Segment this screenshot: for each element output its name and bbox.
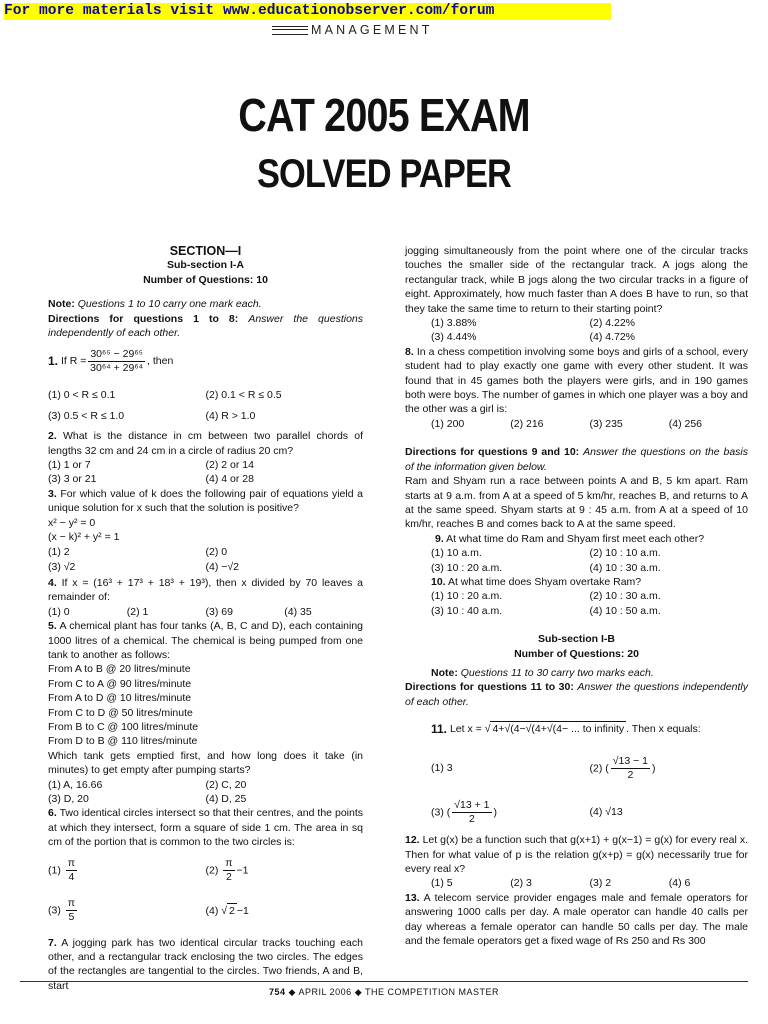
diamond-icon: ◆ bbox=[354, 987, 363, 997]
q6-options-b: (3) $\frac{\pi}{5}$ (4) √ 2 −1 bbox=[48, 897, 249, 924]
page-footer bbox=[0, 987, 768, 998]
q12-options: (1) 5 (2) 3 (3) 2 (4) 6 bbox=[431, 877, 691, 890]
directions: Directions for questions 1 to 8: Answer the questions independently of each other. bbox=[48, 312, 364, 340]
q6-options-a: (1) $\frac{\pi}{4}$ (2) $\frac{\pi}{2}$ −1 bbox=[48, 857, 249, 884]
directions-9-10: Directions for questions 9 and 10: Answer the questions on the basis of the information given below. bbox=[405, 446, 748, 473]
promo-banner[interactable]: For more materials visit www.educationobserver.com/forum bbox=[4, 3, 611, 20]
q8-options: (1) 200 (2) 216 (3) 235 (4) 256 bbox=[431, 417, 703, 430]
q3-options: (1) 2 (2) 0 bbox=[48, 545, 228, 558]
flow-item: From C to D @ 50 litres/minute bbox=[48, 706, 193, 719]
issue-date: APRIL 2006 bbox=[298, 987, 352, 997]
question-9: 9. At what time do Ram and Shyam first meet each other? bbox=[435, 532, 705, 545]
flow-item: From B to C @ 100 litres/minute bbox=[48, 720, 199, 733]
question-8: 8. In a chess competition involving some boys and girls of a school, every student had to play exactly one game with every other student. It was found that in 45 games both the players were girls, and in 190 games both were boys. The number of games in which one player was a boy and the other was a girl is: bbox=[405, 345, 749, 416]
question-11: 11. Let x = √ 4+√(4−√(4+√(4− ... to infinity . Then x equals: bbox=[431, 721, 701, 736]
q1-options-a bbox=[48, 388, 363, 402]
footer-rule bbox=[20, 981, 748, 982]
q2-options: (1) 1 or 7 (2) 2 or 14 bbox=[48, 459, 254, 472]
fraction: $\frac{\text{30⁶⁵ − 29⁶⁵}}{\text{30⁶⁴ + 29⁶⁴}}$ bbox=[90, 347, 144, 374]
q10-options: (1) 10 : 20 a.m. (2) 10 : 30 a.m. bbox=[431, 590, 661, 603]
note: Note: Questions 1 to 10 carry one mark each. bbox=[48, 298, 262, 311]
q11-options-b: (3) ( $\frac{√13 + 1}{2}$ ) (4) √13 bbox=[431, 798, 623, 825]
q4-options: (1) 0 (2) 1 (3) 69 (4) 35 bbox=[48, 605, 312, 618]
question-3: 3. For which value of k does the following pair of equations yield a unique solution for x such that the solution is positive? bbox=[48, 487, 363, 515]
option[interactable]: (2) 0.1 < R ≤ 0.5 bbox=[205, 389, 282, 402]
question-4: 4. If x = (16³ + 17³ + 18³ + 19³), then x divided by 70 leaves a remainder of: bbox=[48, 576, 363, 604]
question-2: 2. What is the distance in cm between two parallel chords of lengths 32 cm and 24 cm in a circle of radius 20 cm? bbox=[48, 430, 363, 457]
q9-options: (1) 10 a.m. (2) 10 : 10 a.m. bbox=[431, 547, 661, 560]
question-7: 7. A jogging park has two identical circular tracks touching each other, and a rectangular track enclosing the two circles. The edges of the rectangles are tangential to the circles. Two friends, A and B, start bbox=[48, 936, 363, 992]
question-7-cont: jogging simultaneously from the point where one of the circular tracks touches the smaller side of the rectangular track. A jogs along the rectangular track, while B jogs along the two circular tracks in a figure of eight. Approximately, how much faster than A does B have to run, so that they take the same time to return to their starting point? bbox=[405, 245, 748, 315]
directions: Directions for questions 11 to 30: Answer the questions independently of each other. bbox=[405, 681, 749, 708]
question-5: 5. A chemical plant has four tanks (A, B, C and D), each containing 1000 litres of a chemical. The chemical is being pumped from one tank to another as follows: bbox=[48, 620, 363, 661]
passage: Ram and Shyam run a race between points A and B, 5 km apart. Ram starts at 9 a.m. from A at a speed of 5 km/hr, reaches B, and returns to A at the same speed. Shyam starts at 9 : 45 a.m. from A at a speed of 10 km/hr, reaches B and comes back to A at the same speed. bbox=[405, 475, 748, 531]
exam-title: CAT 2005 EXAM bbox=[238, 89, 530, 141]
section-heading: SECTION—I bbox=[169, 244, 242, 258]
flow-item: From A to B @ 20 litres/minute bbox=[48, 663, 191, 676]
brand-label: MANAGEMENT bbox=[311, 23, 433, 37]
brand-header bbox=[272, 22, 458, 38]
question-count: Number of Questions: 10 bbox=[143, 273, 268, 286]
right-column: jogging simultaneously from the point where one of the circular tracks touches the smaller side of the rectangular track. A jogs along the rectangular track, while B jogs along the two circular tracks in a figure of eight. Approximately, how much faster than A does B have to run, so that they take the same time to return to their starting point? (1) 3.88% (2) 4.22% (3) 4.44% (4) 4.72% 8. In a chess competition involving some boys and girls of a school, every student had to play exactly one game with every other student. It was found that in 45 games both the players were girls, and in 190 games both were boys. The number of games in which one player was a boy and the other was a girl is: (1) 200 (2) 216 (3) 235 (4) 256 Directions for questions 9 and 10: Answer the questions on the basis of the information given below. Ram and Shyam run a race between points A and B, 5 km apart. Ram starts at 9 a.m. from A at a speed of 5 km/hr, reaches B, and returns to A at the same speed. Shyam starts at 9 : 45 a.m. from A at a speed of 10 km/hr, reaches B and comes back to A at the same speed. 9. At what time do Ram and Shyam first meet each other? (1) 10 a.m. (2) 10 : 10 a.m. (3) 10 : 20 a.m. (4) 10 : 30 a.m. 10. At what time does Shyam overtake Ram? (1) 10 : 20 a.m. (2) 10 : 30 a.m. (3) 10 : 40 a.m. (4) 10 : 50 a.m. Sub-section I-B Number of Questions: 20 Note: Questions 11 to 30 carry two marks each. Directions for questions 11 to 30: Answer the questions independently of each other. 11. Let x = √ 4+√(4−√(4+√(4− ... to infinity . Then x equals: (1) 3 (2) ( $\frac{√13 - 1}{2}$ ) (3) ( $\frac{√13 + 1}{2}$ ) (4) √13 12. Let g(x) be a function such that g(x+1) + g(x−1) = g(x) for every real x. Then for what value of p is the relation g(x+p) = g(x) necessarily true for every real x? (1) 5 (2) 3 (3) 2 (4) 6 13. A telecom service provider engages male and female operators for answering 1000 calls per day. A male operator can handle 40 calls per day whereas a female operator can handle 50 calls per day. The male and the female operators get a fixed wage of Rs 250 and Rs 300 bbox=[405, 245, 749, 948]
left-column: SECTION—I Sub-section I-A Number of Questions: 10 Note: Questions 1 to 10 carry one mark each. Directions for questions 1 to 8: Answer the questions independently of each other. 1. If R = $\frac{\text{30⁶⁵ − 29⁶⁵}}{\text{30⁶⁴ + 29⁶⁴}}$ , then (1) 0 < R ≤ 0.1 (2) 0.1 < R ≤ 0.5 (3) 0.5 < R ≤ 1.0 (4) R > 1.0 2. What is the distance in cm between two parallel chords of lengths 32 cm and 24 cm in a circle of radius 20 cm? (1) 1 or 7 (2) 2 or 14 (3) 3 or 21 (4) 4 or 28 3. For which value of k does the following pair of equations yield a unique solution for x such that the solution is positive? x² − y² = 0 (x − k)² + y² = 1 (1) 2 (2) 0 (3) √2 (4) −√2 4. If x = (16³ + 17³ + 18³ + 19³), then x divided by 70 leaves a remainder of: (1) 0 (2) 1 (3) 69 (4) 35 5. A chemical plant has four tanks (A, B, C and D), each containing 1000 litres of a chemical. The chemical is being pumped from one tank to another as follows: From A to B @ 20 litres/minute From C to A @ 90 litres/minute From A to D @ 10 litres/minute From C to D @ 50 litres/minute From B to C @ 100 litres/minute From D to B @ 110 litres/minute Which tank gets emptied first, and how long does it take (in minutes) to get empty after pumping starts? (1) A, 16.66 (2) C, 20 (3) D, 20 (4) D, 25 6. Two identical circles intersect so that their centres, and the points at which they intersect, form a square of side 1 cm. The area in sq cm of the portion that is common to the two circles is: (1) $\frac{\pi}{4}$ (2) $\frac{\pi}{2}$ −1 (3) $\frac{\pi}{5}$ (4) √ 2 −1 7. A jogging park has two identical circular tracks touching each other, and a rectangular track enclosing the two circles. The edges of the rectangles are tangential to the circles. Two friends, A and B, start bbox=[48, 244, 364, 992]
question-6: 6. Two identical circles intersect so that their centres, and the points at which they intersect, form a square of side 1 cm. The area in sq cm of the portion that is common to the two circles is: bbox=[48, 807, 364, 849]
question-13: 13. A telecom service provider engages male and female operators for answering 1000 calls per day. A male operator can handle 40 calls per day whereas a female operator can handle 50 calls per day. The male and the female operators get a fixed wage of Rs 250 and Rs 300 bbox=[405, 891, 748, 948]
page-number: 754 bbox=[269, 987, 286, 997]
q1-options-b bbox=[48, 409, 363, 423]
note: Note: Questions 11 to 30 carry two marks each. bbox=[431, 666, 654, 679]
header-rule-icon bbox=[272, 26, 308, 35]
option[interactable]: (1) 0 < R ≤ 0.1 bbox=[48, 389, 116, 402]
option[interactable]: (4) R > 1.0 bbox=[205, 409, 256, 422]
question-count: Number of Questions: 20 bbox=[514, 647, 639, 660]
magazine-name: THE COMPETITION MASTER bbox=[364, 987, 499, 997]
question-12: 12. Let g(x) be a function such that g(x+1) + g(x−1) = g(x) for every real x. Then for what value of p is the relation g(x+p) = g(x) necessarily true for every real x? bbox=[405, 834, 748, 875]
option[interactable]: (3) 0.5 < R ≤ 1.0 bbox=[48, 409, 125, 422]
exam-subtitle: SOLVED PAPER bbox=[256, 152, 512, 196]
q11-options-a: (1) 3 (2) ( $\frac{√13 - 1}{2}$ ) bbox=[431, 754, 656, 781]
q5-ask: Which tank gets emptied first, and how long does it take (in minutes) to get empty after pumping starts? bbox=[48, 749, 363, 777]
subsection-heading: Sub-section I-B bbox=[537, 633, 615, 646]
flow-item: From C to A @ 90 litres/minute bbox=[48, 677, 192, 690]
equation: (x − k)² + y² = 1 bbox=[48, 531, 120, 544]
flow-item: From A to D @ 10 litres/minute bbox=[48, 692, 192, 705]
question-10: 10. At what time does Shyam overtake Ram? bbox=[431, 575, 642, 588]
diamond-icon: ◆ bbox=[288, 987, 296, 997]
question-1: 1. If R = $\frac{\text{30⁶⁵ − 29⁶⁵}}{\text{30⁶⁴ + 29⁶⁴}}$ , then bbox=[48, 347, 174, 374]
flow-item: From D to B @ 110 litres/minute bbox=[48, 735, 198, 748]
equation: x² − y² = 0 bbox=[48, 516, 96, 529]
subsection-heading: Sub-section I-A bbox=[166, 259, 244, 272]
q5-options: (1) A, 16.66 (2) C, 20 bbox=[48, 778, 247, 791]
q7-options: (1) 3.88% (2) 4.22% bbox=[431, 317, 636, 330]
